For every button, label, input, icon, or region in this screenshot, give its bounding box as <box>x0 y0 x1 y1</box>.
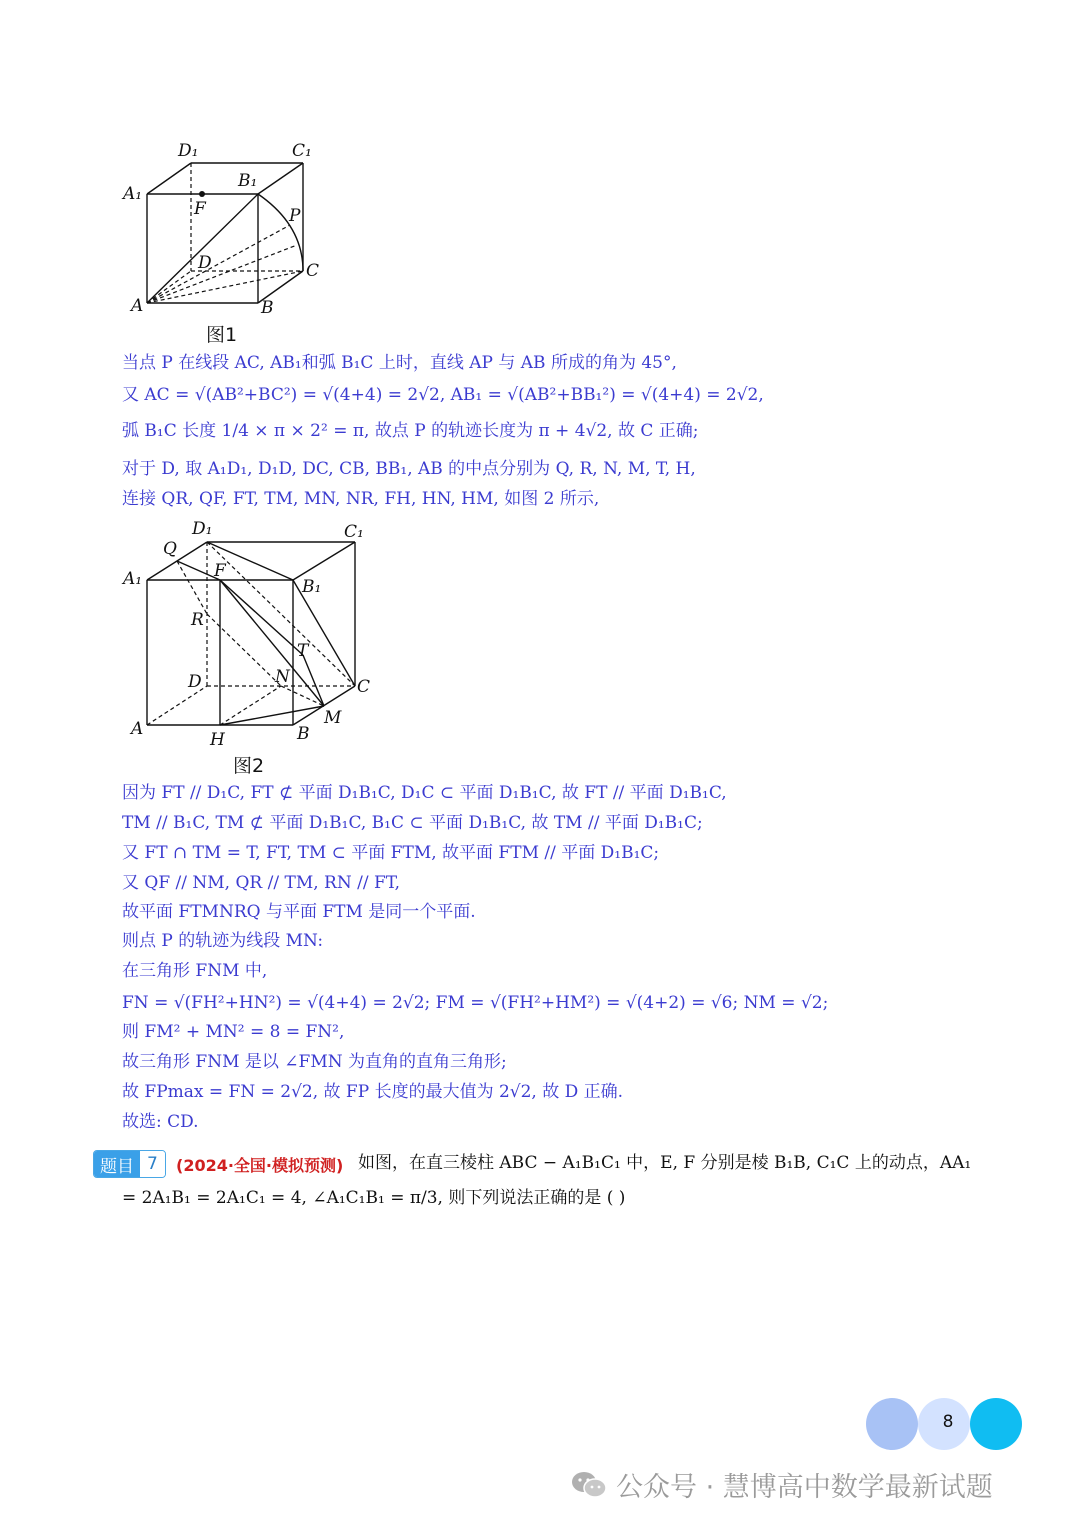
point-f-dot <box>199 191 205 197</box>
question-badge-number: 7 <box>140 1151 165 1177</box>
fig2-label-f: F <box>214 561 226 581</box>
fig2-label-q: Q <box>163 539 177 559</box>
solution-line-10: 故平面 FTMNRQ 与平面 FTM 是同一个平面. <box>122 902 476 922</box>
solution-line-4: 对于 D, 取 A₁D₁, D₁D, DC, CB, BB₁, AB 的中点分别为 Q, R, N, M, T, H, <box>122 459 696 479</box>
fig2-label-r: R <box>191 610 204 630</box>
page-number: 8 <box>942 1412 954 1432</box>
solution-line-5: 连接 QR, QF, FT, TM, MN, NR, FH, HN, HM, 如图 2 所示, <box>122 489 600 509</box>
fig2-label-b: B <box>297 724 310 744</box>
solution-line-17: 故选: CD. <box>122 1112 199 1132</box>
fig1-label-a: A <box>131 296 144 316</box>
solution-line-8: 又 FT ∩ TM = T, FT, TM ⊂ 平面 FTM, 故平面 FTM // 平面 D₁B₁C; <box>122 843 660 863</box>
figure-1-caption: 图1 <box>206 324 238 346</box>
fig2-label-d1: D₁ <box>192 519 213 539</box>
solution-line-14: 则 FM² + MN² = 8 = FN², <box>122 1022 345 1042</box>
page-circle-left <box>866 1398 918 1450</box>
fig1-label-d1: D₁ <box>178 141 199 161</box>
page-circle-right <box>970 1398 1022 1450</box>
fig2-label-b1: B₁ <box>302 577 322 597</box>
solution-line-9: 又 QF // NM, QR // TM, RN // FT, <box>122 873 401 893</box>
question-line-2: = 2A₁B₁ = 2A₁C₁ = 4, ∠A₁C₁B₁ = π/3, 则下列说法正确的是 ( ) <box>122 1188 626 1208</box>
solution-line-6: 因为 FT // D₁C, FT ⊄ 平面 D₁B₁C, D₁C ⊂ 平面 D₁B₁C, 故 FT // 平面 D₁B₁C, <box>122 783 727 803</box>
fig1-label-p: P <box>289 206 301 226</box>
wechat-icon <box>570 1469 608 1501</box>
figure-2-cube-diagram <box>115 510 385 755</box>
watermark-text: 公众号 · 慧博高中数学最新试题 <box>616 1472 993 1503</box>
fig1-label-a1: A₁ <box>123 184 143 204</box>
fig2-label-d: D <box>188 672 202 692</box>
fig1-label-c: C <box>306 261 320 281</box>
question-source: (2024·全国·模拟预测) <box>176 1156 344 1175</box>
solution-line-2: 又 AC = √(AB²+BC²) = √(4+4) = 2√2, AB₁ = √(AB²+BB₁²) = √(4+4) = 2√2, <box>122 385 764 405</box>
question-badge <box>93 1150 166 1178</box>
fig2-label-m: M <box>324 708 342 728</box>
solution-line-13: FN = √(FH²+HN²) = √(4+4) = 2√2; FM = √(FH²+HM²) = √(4+2) = √6; NM = √2; <box>122 993 829 1013</box>
fig1-label-b: B <box>261 298 274 318</box>
question-badge-label: 题目 <box>94 1151 140 1177</box>
figure-2-caption: 图2 <box>233 755 265 777</box>
solution-line-12: 在三角形 FNM 中, <box>122 961 268 981</box>
solution-line-16: 故 FPmax = FN = 2√2, 故 FP 长度的最大值为 2√2, 故 D 正确. <box>122 1082 624 1102</box>
watermark <box>570 1465 993 1504</box>
fig2-label-n: N <box>275 667 290 687</box>
fig2-label-c: C <box>357 677 371 697</box>
fig1-label-f: F <box>194 199 206 219</box>
fig1-label-b1: B₁ <box>238 171 258 191</box>
fig2-label-t: T <box>297 641 309 661</box>
fig2-label-c1: C₁ <box>344 522 364 542</box>
solution-line-11: 则点 P 的轨迹为线段 MN: <box>122 931 324 951</box>
solution-line-1: 当点 P 在线段 AC, AB₁和弧 B₁C 上时，直线 AP 与 AB 所成的角为 45°, <box>122 353 677 373</box>
fig2-label-a1: A₁ <box>123 569 143 589</box>
fig1-label-d: D <box>198 253 212 273</box>
fig2-label-h: H <box>210 730 225 750</box>
figure-1-cube-diagram <box>115 135 345 320</box>
question-line-1: 如图，在直三棱柱 ABC − A₁B₁C₁ 中，E, F 分别是棱 B₁B, C₁C 上的动点，AA₁ <box>358 1153 972 1173</box>
solution-line-3: 弧 B₁C 长度 1/4 × π × 2² = π, 故点 P 的轨迹长度为 π + 4√2, 故 C 正确; <box>122 421 699 441</box>
solution-line-7: TM // B₁C, TM ⊄ 平面 D₁B₁C, B₁C ⊂ 平面 D₁B₁C, 故 TM // 平面 D₁B₁C; <box>122 813 703 833</box>
fig1-label-c1: C₁ <box>292 141 312 161</box>
solution-line-15: 故三角形 FNM 是以 ∠FMN 为直角的直角三角形; <box>122 1052 507 1072</box>
fig2-label-a: A <box>131 719 144 739</box>
